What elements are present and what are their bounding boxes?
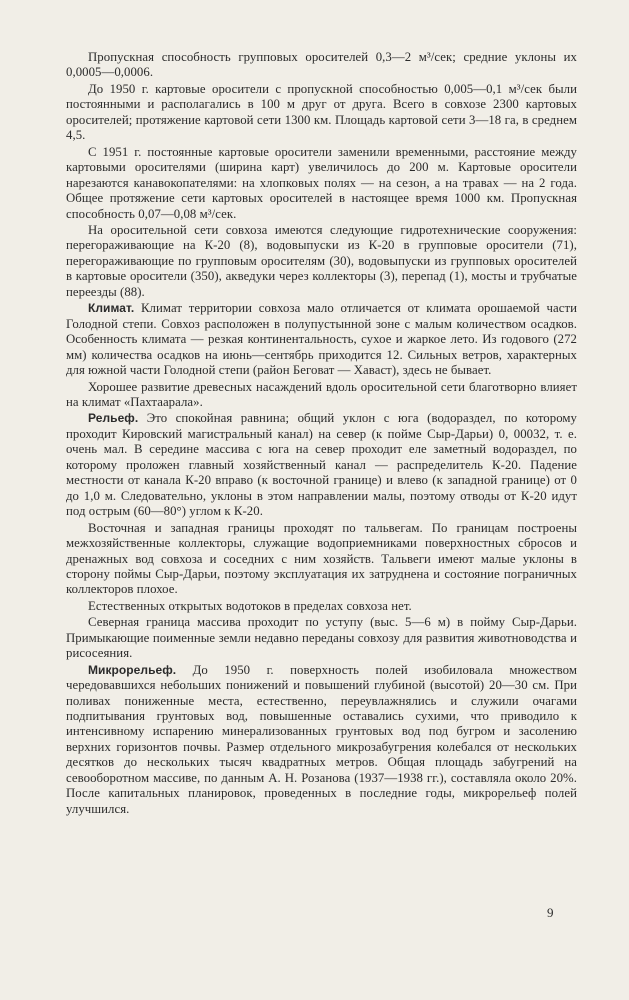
paragraph-text: До 1950 г. поверхность полей изобиловала множеством чередовавшихся небольших понижений и повышений глубиной (высотой) 20—30 см. При поливах пониженные места, естественно, переувлажнялись и служили очагами подпитывания грунтовых вод, повышенные оставались сухими, что приводило к интенсивному испарению минерализованных грунтовых вод под бугром и засолению верхних горизонтов почвы. Размер отдельного микрозабугрения колебался от нескольких десятков до нескольких тысяч квадратных метров. Общая площадь забугрений на севооборотном массиве, по данным А. Н. Розанова (1937—1938 гг.), составляла около 20%. После капитальных планировок, проведенных в последние годы, микрорельеф полей улучшился. xyxy=(66,662,578,816)
paragraph xyxy=(66,145,577,222)
paragraph-text: На оросительной сети совхоза имеются следующие гидротехнические сооружения: перегораживающие на К-20 (8), водовыпуски из К-20 в групповые оросители (71), перегораживающие по групповым оросителям (30), водовыпуски из групповых оросителей в картовые оросители (350), акведуки через коллекторы (3), перепад (1), мосты и трубчатые переезды (88). xyxy=(66,222,577,299)
paragraph xyxy=(66,521,577,598)
paragraph xyxy=(66,301,577,378)
text-body xyxy=(66,50,577,817)
paragraph xyxy=(66,380,577,411)
paragraph xyxy=(66,599,577,614)
page-number: 9 xyxy=(547,905,554,920)
paragraph-text: Хорошее развитие древесных насаждений вдоль оросительной сети благотворно влияет на климат «Пахтаарала». xyxy=(66,379,577,409)
paragraph xyxy=(66,82,577,144)
paragraph xyxy=(66,411,577,519)
paragraph-text: Восточная и западная границы проходят по тальвегам. По границам построены межхозяйственные коллекторы, служащие водоприемниками поверхностных сбросов и дренажных вод совхоза и соседних с ним хозяйств. Тальвеги имеют малые уклоны в сторону поймы Сыр-Дарьи, поэтому эксплуатация их затруднена и состояние пограничных коллекторов плохое. xyxy=(66,520,577,597)
paragraph-text: Пропускная способность групповых оросителей 0,3—2 м³/сек; средние уклоны их 0,0005—0,0006. xyxy=(66,50,577,80)
paragraph-text: Это спокойная равнина; общий уклон с юга (водораздел, по которому проходит Кировский магистральный канал) на север (к пойме Сыр-Дарьи) 0, 00032, т. е. очень мал. В середине массива с юга на север проходит еле заметный водораздел, по которому проложен главный хозяйственный канал — распределитель К-20. Падение местности от канала К-20 вправо (к восточной границе) и влево (к западной границе) от 0 до 1,0 м. Следовательно, уклоны в этом направлении малы, поэтому отводы от К-20 идут под острым (60—80°) углом к К-20. xyxy=(66,411,577,519)
paragraph xyxy=(66,223,577,300)
paragraph xyxy=(66,663,577,818)
paragraph-text: Климат территории совхоза мало отличается от климата орошаемой части Голодной степи. Совхоз расположен в полупустынной зоне с малым количеством осадков. Особенность климата — резкая континентальность, сухое и жаркое лето. Из годового (272 мм) количества осадков на июнь—сентябрь приходится 12. Сильных ветров, характерных для южной части Голодной степи (район Беговат — Хаваст), здесь не бывает. xyxy=(66,301,578,378)
section-heading: Рельеф. xyxy=(88,411,139,426)
paragraph-text: Естественных открытых водотоков в пределах совхоза нет. xyxy=(88,598,412,613)
paragraph xyxy=(66,615,577,661)
paragraph xyxy=(66,50,577,81)
paragraph-text: С 1951 г. постоянные картовые оросители заменили временными, расстояние между картовыми оросителями (ширина карт) увеличилось до 200 м. Картовые оросители нарезаются канавокопателями: на хлопковых полях — на сезон, а на травах — на 2 года. Общее протяжение сети картовых оросителей в настоящее время 1000 км. Пропускная способность 0,07—0,08 м³/сек. xyxy=(66,144,577,221)
section-heading: Микрорельеф. xyxy=(88,662,177,677)
paragraph-text: Северная граница массива проходит по уступу (выс. 5—6 м) в пойму Сыр-Дарьи. Примыкающие поименные земли недавно переданы совхозу для развития животноводства и рисосеяния. xyxy=(66,615,577,661)
section-heading: Климат. xyxy=(88,301,135,316)
paragraph-text: До 1950 г. картовые оросители с пропускной способностью 0,005—0,1 м³/сек были постоянными и располагались в 100 м друг от друга. Всего в совхозе 2300 картовых оросителей; протяжение картовой сети 1300 км. Площадь картовой сети 3—18 га, в среднем 4,5. xyxy=(66,81,577,143)
